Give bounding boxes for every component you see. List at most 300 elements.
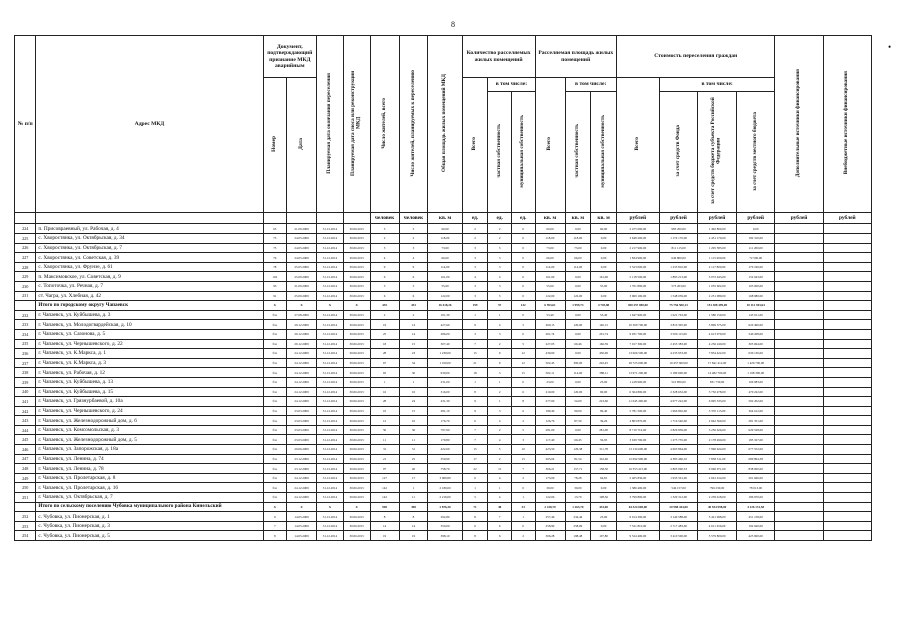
row-cell: 186 970,00	[736, 493, 775, 503]
row-number: 252	[15, 512, 36, 522]
row-address: г. Чапаевск, ул. Комсомольская, д. 3	[36, 425, 263, 435]
row-address: г. Чапаевск, ул. Ленина, д. 78	[36, 464, 263, 474]
row-cell: 3	[399, 281, 428, 291]
row-cell: 9	[263, 512, 287, 522]
row-cell: б/н	[263, 464, 287, 474]
row-number: 238	[15, 368, 36, 378]
row-cell: 0	[511, 234, 535, 244]
row-cell: 5 189 600,00	[659, 368, 698, 378]
row-cell: 24.12.2009	[287, 368, 317, 378]
row-cell	[823, 464, 871, 474]
row-cell: 210,00	[535, 387, 565, 397]
row-cell: 53,40	[591, 310, 617, 320]
row-cell	[775, 358, 823, 368]
row-cell	[823, 416, 871, 426]
table-row	[15, 425, 872, 435]
row-cell: 23.03.2009	[287, 435, 317, 445]
row-cell: 0	[511, 224, 535, 234]
row-address: г. Чапаевск, ул. Куйбышева, д. 3	[36, 310, 263, 320]
row-address: г. Чапаевск, ул. Пролетарская, д. 16	[36, 483, 263, 493]
row-cell: 15	[511, 368, 535, 378]
row-cell: б/н	[263, 435, 287, 445]
row-cell: 30.06.2015	[343, 454, 370, 464]
row-cell	[775, 301, 823, 311]
row-cell: 24.12.2009	[287, 387, 317, 397]
row-cell: 0,00	[565, 425, 591, 435]
row-cell: 27.08.2009	[287, 310, 317, 320]
row-cell: 364 612,00	[736, 406, 775, 416]
row-cell: 1 115 600,00	[698, 253, 737, 263]
row-cell: 502,45	[535, 358, 565, 368]
row-cell: 2 942 569,00	[698, 416, 737, 426]
row-cell: 427,60	[428, 320, 462, 330]
row-cell: б/н	[263, 320, 287, 330]
row-cell: 12	[370, 416, 399, 426]
row-cell: 54,00	[565, 397, 591, 407]
row-cell: 55,00	[535, 281, 565, 291]
row-cell: 30.06.2015	[343, 483, 370, 493]
row-cell: 4	[488, 320, 512, 330]
row-cell: 21	[370, 454, 399, 464]
row-cell: 260,15	[535, 320, 565, 330]
col-num: № п/п	[15, 36, 36, 213]
row-cell: 2 455 383,00	[659, 339, 698, 349]
row-cell: 60,00	[428, 224, 462, 234]
row-cell	[823, 406, 871, 416]
row-number: 234	[15, 329, 36, 339]
table-row	[15, 464, 872, 474]
row-cell: 31.12.2014	[317, 281, 344, 291]
row-cell: 811 115,00	[659, 243, 698, 253]
row-cell: 31	[370, 445, 399, 455]
row-cell: 6	[399, 272, 428, 282]
row-cell	[775, 234, 823, 244]
row-cell: 0	[511, 483, 535, 493]
row-cell: 66,00	[428, 253, 462, 263]
row-cell: 30.06.2015	[343, 435, 370, 445]
table-body	[15, 224, 872, 541]
row-cell	[823, 521, 871, 531]
unit-sqm: кв. м	[591, 213, 617, 224]
row-cell: 199	[462, 301, 488, 311]
row-cell: 23,00	[591, 377, 617, 387]
row-cell: 0	[511, 272, 535, 282]
row-cell: 258,99	[535, 521, 565, 531]
row-cell: 10	[399, 387, 428, 397]
row-cell: 31.12.2014	[317, 349, 344, 359]
row-cell: 23.03.2009	[287, 406, 317, 416]
row-cell: 3	[488, 291, 512, 301]
unit-rub: рублей	[823, 213, 871, 224]
row-cell: 161,00	[428, 272, 462, 282]
row-cell	[823, 531, 871, 541]
row-cell: 12 092 990,00	[616, 454, 659, 464]
row-cell: 30.06.2015	[343, 291, 370, 301]
row-cell: 19	[370, 320, 399, 330]
row-cell: 25.09.2009	[287, 291, 317, 301]
row-cell	[823, 329, 871, 339]
row-number: 239	[15, 377, 36, 387]
row-cell: 1 716 540,00	[659, 416, 698, 426]
row-cell: 1 386 400,00	[616, 483, 659, 493]
row-cell: 797,90	[428, 425, 462, 435]
row-cell: 4 077 222,00	[659, 397, 698, 407]
table-row	[15, 368, 872, 378]
row-cell	[823, 435, 871, 445]
row-cell: 7 521 810,00	[616, 521, 659, 531]
row-cell: X	[317, 502, 344, 512]
row-cell: 31.12.2014	[317, 253, 344, 263]
row-cell: 30.06.2015	[343, 397, 370, 407]
row-cell	[775, 406, 823, 416]
row-cell: 50	[370, 425, 399, 435]
row-cell: 1 235 810,00	[659, 262, 698, 272]
col-qty-private: частная собственность	[495, 124, 502, 178]
row-address: с. Чубовка, ул. Пионерская, д. 3	[36, 521, 263, 531]
row-cell: 31.12.2014	[317, 320, 344, 330]
table-row	[15, 531, 872, 541]
row-cell: 75 756 500,13	[659, 301, 698, 311]
row-cell: 15	[399, 406, 428, 416]
row-cell: 430,00	[535, 349, 565, 359]
row-cell: 316,00	[428, 387, 462, 397]
row-cell: 31.12.2014	[317, 464, 344, 474]
row-cell: 67	[370, 358, 399, 368]
row-cell: 8	[399, 512, 428, 522]
row-cell: б/н	[263, 349, 287, 359]
row-cell: 6	[399, 291, 428, 301]
row-cell: 13 134 600,00	[616, 445, 659, 455]
row-cell: 350,00	[428, 521, 462, 531]
row-cell: 1	[511, 493, 535, 503]
row-cell: 3 750 478,00	[698, 387, 737, 397]
table-row	[15, 512, 872, 522]
row-address: г. Чапаевск, ул. Железнодорожный дом, д. 6	[36, 416, 263, 426]
row-cell: 1 935 501,00	[659, 473, 698, 483]
table-row	[15, 234, 872, 244]
row-cell: 930,00	[428, 368, 462, 378]
col-extra-sources: Дополнительные источники финансирования	[795, 68, 802, 178]
row-cell	[823, 368, 871, 378]
unit-rub: рублей	[736, 213, 775, 224]
row-cell: 983 200,00	[659, 224, 698, 234]
row-cell: 1 893 213,00	[659, 272, 698, 282]
row-address: с. Хворостянка, ул. Фрунзе, д. 61	[36, 262, 263, 272]
row-cell: 55,00	[591, 281, 617, 291]
row-cell: 23.03.2009	[287, 416, 317, 426]
row-cell	[823, 224, 871, 234]
row-cell	[775, 224, 823, 234]
row-cell: 182 310,00	[736, 234, 775, 244]
row-cell: 40 554 998,00	[698, 502, 737, 512]
row-cell: 31.12.2014	[317, 473, 344, 483]
row-cell: 129,38	[565, 445, 591, 455]
row-cell	[775, 320, 823, 330]
unit-rub: рублей	[659, 213, 698, 224]
row-cell: 1 580 159,00	[698, 310, 737, 320]
row-cell: б/н	[263, 425, 287, 435]
row-cell: 30.06.2015	[343, 243, 370, 253]
row-cell: 277,60	[535, 397, 565, 407]
row-cell: 4 383 460,10	[659, 454, 698, 464]
row-cell: 12	[511, 349, 535, 359]
row-number: 229	[15, 272, 36, 282]
table-row	[15, 406, 872, 416]
row-cell	[775, 262, 823, 272]
row-cell: 1 834 900,00	[616, 253, 659, 263]
row-cell: 422,60	[428, 445, 462, 455]
row-cell: 433,00	[591, 502, 617, 512]
row-cell: 30.06.2015	[343, 262, 370, 272]
row-cell: 6	[462, 473, 488, 483]
row-cell: 30.06.2015	[343, 234, 370, 244]
row-cell: 3	[462, 281, 488, 291]
row-cell: 29 725 600,00	[616, 358, 659, 368]
row-cell: 30,00	[565, 483, 591, 493]
row-cell: 90,00	[565, 406, 591, 416]
row-number: 245	[15, 435, 36, 445]
col-area-municipal: муниципальная собственность	[599, 114, 606, 188]
row-cell: 5 421 098,00	[698, 512, 737, 522]
row-address: г. Чапаевск, ул. Ленина, д. 74	[36, 454, 263, 464]
row-cell: 1 492 800,00	[698, 224, 737, 234]
row-cell: 2 180,00	[428, 483, 462, 493]
row-cell: 3 370 115,00	[698, 406, 737, 416]
row-address: с. Хворостянка, ул. Октябрьская, д. 7	[36, 243, 263, 253]
row-cell: б/н	[263, 339, 287, 349]
row-cell	[823, 425, 871, 435]
row-cell: б/н	[263, 329, 287, 339]
row-cell: 5 869 575,00	[698, 320, 737, 330]
row-cell: 30.06.2015	[343, 349, 370, 359]
table-row	[15, 349, 872, 359]
col-area-private: частная собственность	[573, 124, 580, 178]
row-cell	[775, 253, 823, 263]
row-cell	[823, 291, 871, 301]
row-cell: 1	[488, 377, 512, 387]
row-cell	[775, 329, 823, 339]
row-cell: 55,00	[428, 281, 462, 291]
row-cell: 152 643,00	[736, 272, 775, 282]
row-cell: 6	[462, 416, 488, 426]
row-cell: 258,99	[565, 521, 591, 531]
table-row	[15, 493, 872, 503]
row-cell: 1 548 039,00	[659, 291, 698, 301]
row-cell: 1 055 602,00	[698, 281, 737, 291]
row-cell: 111 200,00	[736, 243, 775, 253]
row-cell: 14	[399, 320, 428, 330]
row-number: 237	[15, 358, 36, 368]
row-cell: 31.12.2014	[317, 339, 344, 349]
row-cell: 72 500,00	[736, 253, 775, 263]
row-cell: 60,00	[591, 224, 617, 234]
row-cell: 9 931 700,00	[616, 329, 659, 339]
row-cell: 31.12.2014	[317, 521, 344, 531]
row-cell: 433	[399, 301, 428, 311]
row-cell: 114,00	[428, 262, 462, 272]
row-cell: 10 457 600,00	[659, 358, 698, 368]
row-cell: 0	[511, 377, 535, 387]
row-cell: 451 158,00	[736, 512, 775, 522]
row-cell: 87,50	[565, 416, 591, 426]
row-address: Итого по сельскому поселению Чубовка муниципального района Кинельский	[36, 502, 263, 512]
row-cell: 677 552,00	[736, 445, 775, 455]
row-cell: 14.05.2009	[287, 531, 317, 541]
row-cell: 0	[511, 521, 535, 531]
row-cell: 2	[462, 234, 488, 244]
row-cell	[823, 320, 871, 330]
row-address: г. Чапаевск, ул. Рабочая, д. 12	[36, 368, 263, 378]
row-cell: 0,00	[565, 310, 591, 320]
row-cell: 30.06.2015	[343, 445, 370, 455]
row-cell: 14	[370, 521, 399, 531]
row-cell: б/н	[263, 368, 287, 378]
row-cell: 23.12.2009	[287, 454, 317, 464]
row-cell: 1 198 300,00	[736, 368, 775, 378]
row-cell: 234,46	[565, 512, 591, 522]
row-cell: 16	[370, 387, 399, 397]
table-row	[15, 445, 872, 455]
row-cell: 629 528,00	[736, 425, 775, 435]
row-cell: 120,00	[565, 387, 591, 397]
row-cell: 0,00	[565, 377, 591, 387]
row-cell: 7	[488, 512, 512, 522]
row-cell: 127	[370, 473, 399, 483]
row-cell: 107,80	[591, 531, 617, 541]
row-cell: 7	[462, 339, 488, 349]
row-cell: 78,28	[565, 473, 591, 483]
row-cell: 93	[263, 281, 287, 291]
row-cell: 31.12.2014	[317, 387, 344, 397]
row-cell	[775, 368, 823, 378]
row-cell: 300,00	[565, 358, 591, 368]
row-cell: 31.12.2014	[317, 454, 344, 464]
row-cell	[775, 310, 823, 320]
table-row	[15, 281, 872, 291]
row-cell: 65	[263, 224, 287, 234]
row-cell: 4 256 240,00	[698, 339, 737, 349]
row-cell: 831 730,00	[698, 377, 737, 387]
row-cell: 103 000,00	[736, 281, 775, 291]
row-address: п. Присовраевный, ул. Рабочая, д. 4	[36, 224, 263, 234]
row-address: с. Топоточка, ул. Речная, д. 7	[36, 281, 263, 291]
row-cell: 151 308 499,00	[698, 301, 737, 311]
row-cell: 5 781 500,00	[616, 406, 659, 416]
row-cell: 170 190,00	[736, 262, 775, 272]
row-cell: 19	[399, 531, 428, 541]
row-cell: 76	[263, 253, 287, 263]
row-cell: 4 235 953,00	[659, 349, 698, 359]
row-cell: 620 490,00	[736, 320, 775, 330]
row-cell: 101,30	[428, 310, 462, 320]
row-cell: 40	[399, 464, 428, 474]
row-cell	[823, 483, 871, 493]
table-row	[15, 397, 872, 407]
row-address: г. Чапаевск, ул. Октябрьская, д. 7	[36, 493, 263, 503]
row-cell: 3	[511, 435, 535, 445]
row-cell: 189,40	[535, 406, 565, 416]
row-cell: 1 230,00	[428, 349, 462, 359]
row-cell: 6 593,61	[535, 301, 565, 311]
row-cell: 3 810 395,00	[659, 320, 698, 330]
row-cell: 6	[511, 406, 535, 416]
row-cell: 431,30	[428, 397, 462, 407]
row-cell: 48	[488, 502, 512, 512]
row-cell: 16 353 415,00	[616, 464, 659, 474]
row-cell: 31.12.2014	[317, 377, 344, 387]
row-cell: 78 013,00	[736, 483, 775, 493]
row-cell	[775, 425, 823, 435]
row-number: 224	[15, 224, 36, 234]
row-cell: 3	[399, 243, 428, 253]
col-offbudget-sources: Внебюджетные источники финансирования	[843, 71, 850, 175]
row-cell: 71	[462, 502, 488, 512]
row-cell: 17 841 412,00	[698, 358, 737, 368]
row-cell: 31.12.2014	[317, 234, 344, 244]
row-number: 241	[15, 397, 36, 407]
row-cell: X	[317, 301, 344, 311]
row-cell: 24.12.2009	[287, 473, 317, 483]
row-cell: 201,74	[535, 329, 565, 339]
row-cell: 7 854 422,00	[698, 349, 737, 359]
row-cell: 100 083,00	[736, 377, 775, 387]
row-cell: 30,00	[535, 483, 565, 493]
row-cell: 0	[511, 243, 535, 253]
row-cell: 66,00	[565, 253, 591, 263]
row-cell: 122,00	[565, 291, 591, 301]
row-cell: 838 000,00	[736, 464, 775, 474]
row-cell: 3 506 115,00	[659, 329, 698, 339]
unit-pcs: ед.	[511, 213, 535, 224]
row-cell: 31.12.2014	[317, 406, 344, 416]
row-cell: 1 999,73	[565, 301, 591, 311]
row-cell: 31.12.2014	[317, 416, 344, 426]
row-cell: 1	[399, 377, 428, 387]
table-row	[15, 387, 872, 397]
row-number: 233	[15, 320, 36, 330]
row-cell: 192 640,00	[736, 521, 775, 531]
row-cell	[775, 397, 823, 407]
row-cell: 6	[370, 272, 399, 282]
row-cell: 30.06.2015	[343, 406, 370, 416]
row-cell: 30	[399, 368, 428, 378]
row-cell: 9	[488, 358, 512, 368]
row-cell: 1	[462, 483, 488, 493]
row-cell: 5 805 090,33	[659, 464, 698, 474]
row-cell: 2 178 490,00	[698, 435, 737, 445]
col-doc-date: Дата	[297, 138, 304, 150]
row-cell: 8	[462, 512, 488, 522]
row-cell: 3	[488, 281, 512, 291]
row-cell: 2 475 000,00	[616, 224, 659, 234]
col-residents-total: Число жителей, всего	[380, 97, 387, 149]
row-cell: 7	[462, 435, 488, 445]
row-cell: 8	[370, 512, 399, 522]
row-address: г. Чапаевск, ул. Чернышевского, д. 22	[36, 339, 263, 349]
row-cell: б/н	[263, 483, 287, 493]
row-cell: 2 451 170,00	[698, 234, 737, 244]
row-cell: 30.06.2015	[343, 531, 370, 541]
row-cell: 161,00	[591, 272, 617, 282]
row-cell: 14.05.2009	[287, 521, 317, 531]
row-cell: 0,00	[736, 224, 775, 234]
row-address: г. Чапаевск, ул. Грязнурбаевой, д. 10а	[36, 397, 263, 407]
row-cell: 30.06.2015	[343, 253, 370, 263]
row-cell: 6 364 800,00	[616, 387, 659, 397]
row-cell: 102	[263, 272, 287, 282]
unit-sqm: кв. м	[428, 213, 462, 224]
row-cell: 3 140 588,00	[659, 512, 698, 522]
